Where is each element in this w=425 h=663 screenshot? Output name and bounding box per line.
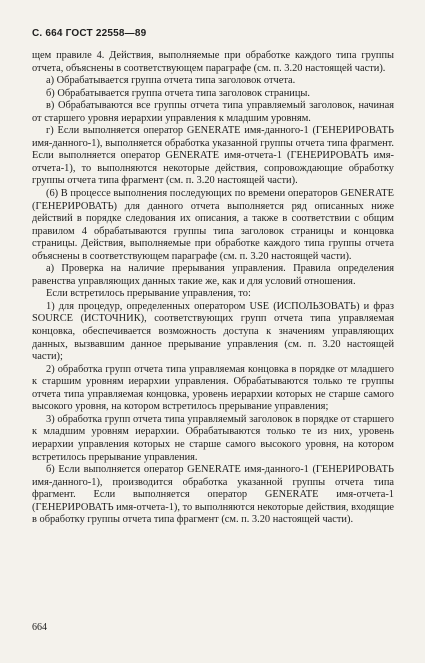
paragraph: г) Если выполняется оператор GENERATE имя-данного-1 (ГЕНЕРИРОВАТЬ имя-данного-1), выполняется обработка указанной группы отчета типа фрагмент. Если выполняется оператор GENERATE имя-отчета-1 (ГЕНЕРИРОВАТЬ имя-отчета-1), то выполняются некоторые действия, сопровождающие обработку группы отчета типа фрагмент (см. п. 3.20 настоящей части). xyxy=(32,125,394,187)
paragraph: Если встретилось прерывание управления, то: xyxy=(46,288,251,300)
running-header: С. 664 ГОСТ 22558—89 xyxy=(32,28,147,39)
paragraph: б) Обрабатывается группа отчета типа заголовок страницы. xyxy=(46,87,310,99)
paragraph: 1) для процедур, определенных оператором USE (ИСПОЛЬЗОВАТЬ) и фраз SOURCE (ИСТОЧНИК), соответствующих групп отчета типа управляемая концовка, обеспечивается возможность доступа к значениям управляющих данных, вызвавшим данное прерывание управления (см. п. 3.20 настоящей части); xyxy=(32,300,394,363)
page-number: 664 xyxy=(32,622,47,633)
paragraph: а) Проверка на наличие прерывания управления. Правила определения равенства управляющих данных такие же, как и для условий отношения. xyxy=(32,263,394,287)
paragraph: а) Обрабатывается группа отчета типа заголовок отчета. xyxy=(46,75,296,87)
paragraph: (6) В процессе выполнения последующих по времени операторов GENERATE (ГЕНЕРИРОВАТЬ) для данного отчета выполняется ряд описанных ниже действий в порядке следования их описания, а также в соответствии с общим правилом 4 обрабатываются группы типа заголовок страницы и концовка страницы. Действия, выполняемые при обработке каждого типа группы отчета объяснены в соответствующем параграфе (см. п. 3.20 настоящей части). xyxy=(32,188,394,262)
paragraph: 3) обработка групп отчета типа управляемый заголовок в порядке от старшего к младшим уровням иерархии. Обрабатываются только те из них, уровень иерархии управления которых не старше самого высокого уровня, на котором встретилось прерывание управления. xyxy=(32,413,394,463)
paragraph: щем правиле 4. Действия, выполняемые при обработке каждого типа группы отчета, объяснены в соответствующем параграфе (см. п. 3.20 настоящей части). xyxy=(32,50,394,74)
document-page xyxy=(32,28,394,527)
paragraph: б) Если выполняется оператор GENERATE имя-данного-1 (ГЕНЕРИРОВАТЬ имя-данного-1), производится обработка указанной группы отчета типа фрагмент. Если выполняется оператор GENERATE имя-отчета-1 (ГЕНЕРИРОВАТЬ имя-отчета-1), то выполняются некоторые действия, входящие в обработку группы отчета типа фрагмент (см. п. 3.20 настоящей части). xyxy=(32,464,394,526)
body-text xyxy=(32,50,394,527)
paragraph: в) Обрабатываются все группы отчета типа управляемый заголовок, начиная от старшего уровня иерархии управления к младшим уровням. xyxy=(32,100,394,124)
paragraph: 2) обработка групп отчета типа управляемая концовка в порядке от младшего к старшим уровням иерархии управления. Обрабатываются только те группы отчета типа управляемая концовка, уровень иерархии которых не старше самого высокого уровня, на котором встретилось прерывание управления; xyxy=(32,363,394,413)
